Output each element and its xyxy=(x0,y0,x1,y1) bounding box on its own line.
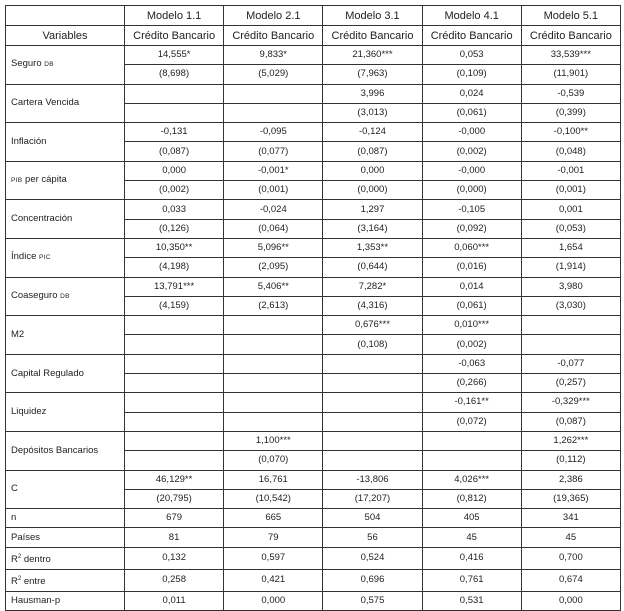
statistic-cell: 0,575 xyxy=(323,592,422,611)
standard-error-cell xyxy=(224,374,323,393)
variable-label xyxy=(6,161,125,200)
statistic-label-rest: dentro xyxy=(21,553,51,565)
dependent-variable-header: Crédito Bancario xyxy=(323,26,422,46)
variable-label xyxy=(6,470,125,509)
standard-error-cell: (8,698) xyxy=(125,65,224,84)
standard-error-cell: (0,087) xyxy=(521,412,620,431)
standard-error-cell: (2,613) xyxy=(224,296,323,315)
standard-error-cell: (3,030) xyxy=(521,296,620,315)
coefficient-row xyxy=(6,84,621,103)
coefficient-cell xyxy=(224,354,323,373)
statistic-label-text: Países xyxy=(11,531,41,543)
standard-error-cell: (0,087) xyxy=(125,142,224,161)
coefficient-row xyxy=(6,200,621,219)
coefficient-row xyxy=(6,316,621,335)
coefficient-cell: -0,001 xyxy=(521,161,620,180)
standard-error-cell: (4,316) xyxy=(323,296,422,315)
coefficient-cell: 16,761 xyxy=(224,470,323,489)
statistic-label-text: R xyxy=(11,553,18,565)
standard-error-cell xyxy=(125,451,224,470)
standard-error-cell: (0,048) xyxy=(521,142,620,161)
standard-error-cell xyxy=(125,412,224,431)
coefficient-cell: 1,654 xyxy=(521,238,620,257)
variable-label-text: Índice xyxy=(11,251,37,263)
statistic-cell: 0,700 xyxy=(521,547,620,569)
statistic-label xyxy=(6,547,125,569)
standard-error-cell: (0,399) xyxy=(521,103,620,122)
standard-error-cell xyxy=(224,412,323,431)
coefficient-cell xyxy=(125,84,224,103)
standard-error-cell: (0,064) xyxy=(224,219,323,238)
coefficient-cell: -0,124 xyxy=(323,123,422,142)
standard-error-cell: (0,108) xyxy=(323,335,422,354)
standard-error-cell: (4,159) xyxy=(125,296,224,315)
variable-label xyxy=(6,277,125,316)
statistic-cell: 0,597 xyxy=(224,547,323,569)
coefficient-cell: 33,539*** xyxy=(521,46,620,65)
coefficient-cell xyxy=(323,431,422,450)
standard-error-cell: (0,016) xyxy=(422,258,521,277)
coefficient-cell: 9,833* xyxy=(224,46,323,65)
statistic-row xyxy=(6,547,621,569)
statistic-cell: 504 xyxy=(323,509,422,528)
coefficient-row xyxy=(6,238,621,257)
statistic-cell: 81 xyxy=(125,528,224,547)
variable-label-text: Seguro xyxy=(11,58,42,70)
statistic-row xyxy=(6,569,621,591)
coefficient-cell: 2,386 xyxy=(521,470,620,489)
statistic-cell: 0,011 xyxy=(125,592,224,611)
model-header: Modelo 5.1 xyxy=(521,6,620,26)
coefficient-cell xyxy=(125,316,224,335)
coefficient-cell xyxy=(224,84,323,103)
statistic-label-text: R xyxy=(11,576,18,588)
coefficient-row xyxy=(6,123,621,142)
coefficient-cell: 13,791*** xyxy=(125,277,224,296)
variable-label-text: Inflación xyxy=(11,135,47,147)
statistic-label-rest: entre xyxy=(21,576,46,588)
standard-error-cell: (0,092) xyxy=(422,219,521,238)
coefficient-row xyxy=(6,470,621,489)
variable-label xyxy=(6,123,125,162)
standard-error-cell: (0,644) xyxy=(323,258,422,277)
coefficient-cell: 1,262*** xyxy=(521,431,620,450)
coefficient-cell: 0,060*** xyxy=(422,238,521,257)
coefficient-cell: 46,129** xyxy=(125,470,224,489)
variable-label xyxy=(6,46,125,85)
variable-label-text: Depósitos Bancarios xyxy=(11,444,99,456)
statistic-cell: 0,000 xyxy=(224,592,323,611)
standard-error-cell: (2,095) xyxy=(224,258,323,277)
statistic-label-text: n xyxy=(11,512,17,524)
coefficient-cell: 5,096** xyxy=(224,238,323,257)
statistic-cell: 79 xyxy=(224,528,323,547)
table-body xyxy=(6,46,621,611)
model-header: Modelo 3.1 xyxy=(323,6,422,26)
standard-error-cell: (0,002) xyxy=(422,142,521,161)
standard-error-cell xyxy=(125,103,224,122)
statistic-cell: 0,416 xyxy=(422,547,521,569)
statistic-label-text: Hausman-p xyxy=(11,595,61,607)
superscript: 2 xyxy=(17,575,22,582)
coefficient-cell: -0,100** xyxy=(521,123,620,142)
statistic-cell: 341 xyxy=(521,509,620,528)
dependent-variable-header: Crédito Bancario xyxy=(422,26,521,46)
coefficient-cell: 4,026*** xyxy=(422,470,521,489)
statistic-label xyxy=(6,509,125,528)
corner-cell xyxy=(6,6,125,26)
model-header: Modelo 1.1 xyxy=(125,6,224,26)
coefficient-row xyxy=(6,161,621,180)
dependent-variable-header: Crédito Bancario xyxy=(521,26,620,46)
standard-error-cell: (0,002) xyxy=(422,335,521,354)
coefficient-cell: 0,033 xyxy=(125,200,224,219)
variable-label xyxy=(6,354,125,393)
statistic-cell: 0,258 xyxy=(125,569,224,591)
regression-results-table xyxy=(5,5,621,611)
variable-label-text: Capital Regulado xyxy=(11,367,84,379)
standard-error-cell: (0,001) xyxy=(224,181,323,200)
coefficient-row xyxy=(6,393,621,412)
coefficient-row xyxy=(6,277,621,296)
standard-error-cell: (0,072) xyxy=(422,412,521,431)
statistic-label xyxy=(6,528,125,547)
dependent-variable-header: Crédito Bancario xyxy=(125,26,224,46)
coefficient-cell: 1,297 xyxy=(323,200,422,219)
variable-label xyxy=(6,431,125,470)
statistic-cell: 679 xyxy=(125,509,224,528)
statistic-cell: 45 xyxy=(422,528,521,547)
standard-error-cell: (19,365) xyxy=(521,489,620,508)
standard-error-cell: (10,542) xyxy=(224,489,323,508)
standard-error-cell: (11,901) xyxy=(521,65,620,84)
statistic-cell: 0,761 xyxy=(422,569,521,591)
model-header: Modelo 2.1 xyxy=(224,6,323,26)
statistic-cell: 56 xyxy=(323,528,422,547)
coefficient-cell: -13,806 xyxy=(323,470,422,489)
coefficient-cell: -0,105 xyxy=(422,200,521,219)
variable-label-suffix: PIC xyxy=(39,254,51,262)
coefficient-cell: -0,001* xyxy=(224,161,323,180)
coefficient-cell: 3,996 xyxy=(323,84,422,103)
coefficient-cell: 7,282* xyxy=(323,277,422,296)
standard-error-cell: (0,109) xyxy=(422,65,521,84)
coefficient-cell: 0,000 xyxy=(323,161,422,180)
statistic-cell: 0,524 xyxy=(323,547,422,569)
coefficient-cell: 3,980 xyxy=(521,277,620,296)
standard-error-cell: (0,812) xyxy=(422,489,521,508)
coefficient-cell: 0,024 xyxy=(422,84,521,103)
statistic-label xyxy=(6,569,125,591)
dependent-variable-header: Crédito Bancario xyxy=(224,26,323,46)
standard-error-cell xyxy=(125,335,224,354)
coefficient-cell: -0,131 xyxy=(125,123,224,142)
coefficient-cell: 0,676*** xyxy=(323,316,422,335)
coefficient-cell: -0,000 xyxy=(422,123,521,142)
coefficient-cell: -0,000 xyxy=(422,161,521,180)
variable-label-suffix: DB xyxy=(60,292,70,300)
variable-label-prefix: PIB xyxy=(11,177,23,185)
statistic-cell: 0,531 xyxy=(422,592,521,611)
statistic-row xyxy=(6,592,621,611)
coefficient-cell: 0,001 xyxy=(521,200,620,219)
coefficient-cell xyxy=(521,316,620,335)
standard-error-cell xyxy=(224,103,323,122)
variable-label-text: Cartera Vencida xyxy=(11,97,80,109)
standard-error-cell xyxy=(125,374,224,393)
variable-label xyxy=(6,200,125,239)
statistic-cell: 0,696 xyxy=(323,569,422,591)
coefficient-cell xyxy=(323,354,422,373)
standard-error-cell: (3,164) xyxy=(323,219,422,238)
variable-label-text: C xyxy=(11,483,18,495)
standard-error-cell: (0,001) xyxy=(521,181,620,200)
coefficient-row xyxy=(6,354,621,373)
superscript: 2 xyxy=(17,553,22,560)
standard-error-cell: (0,266) xyxy=(422,374,521,393)
variable-label-text: Coaseguro xyxy=(11,289,58,301)
standard-error-cell: (7,963) xyxy=(323,65,422,84)
coefficient-cell: -0,024 xyxy=(224,200,323,219)
model-header: Modelo 4.1 xyxy=(422,6,521,26)
statistic-cell: 0,421 xyxy=(224,569,323,591)
standard-error-cell: (20,795) xyxy=(125,489,224,508)
coefficient-cell: 14,555* xyxy=(125,46,224,65)
standard-error-cell xyxy=(323,451,422,470)
variable-label xyxy=(6,84,125,123)
dependent-header-row xyxy=(6,26,621,46)
standard-error-cell: (0,257) xyxy=(521,374,620,393)
standard-error-cell: (17,207) xyxy=(323,489,422,508)
statistic-cell: 0,000 xyxy=(521,592,620,611)
coefficient-cell xyxy=(224,316,323,335)
variable-label-text: M2 xyxy=(11,328,25,340)
statistic-cell: 0,132 xyxy=(125,547,224,569)
coefficient-cell: 1,100*** xyxy=(224,431,323,450)
standard-error-cell xyxy=(224,335,323,354)
standard-error-cell: (0,053) xyxy=(521,219,620,238)
coefficient-cell: 5,406** xyxy=(224,277,323,296)
statistic-cell: 405 xyxy=(422,509,521,528)
statistic-row xyxy=(6,528,621,547)
statistic-label xyxy=(6,592,125,611)
statistic-cell: 0,674 xyxy=(521,569,620,591)
standard-error-cell: (1,914) xyxy=(521,258,620,277)
coefficient-cell xyxy=(323,393,422,412)
standard-error-cell: (0,000) xyxy=(422,181,521,200)
standard-error-cell: (0,070) xyxy=(224,451,323,470)
standard-error-cell: (0,077) xyxy=(224,142,323,161)
coefficient-cell: 1,353** xyxy=(323,238,422,257)
coefficient-cell: -0,329*** xyxy=(521,393,620,412)
standard-error-cell xyxy=(422,451,521,470)
standard-error-cell xyxy=(323,374,422,393)
coefficient-cell: -0,539 xyxy=(521,84,620,103)
coefficient-row xyxy=(6,46,621,65)
coefficient-cell: 0,014 xyxy=(422,277,521,296)
standard-error-cell: (4,198) xyxy=(125,258,224,277)
standard-error-cell: (0,000) xyxy=(323,181,422,200)
statistic-row xyxy=(6,509,621,528)
variable-label-text: Concentración xyxy=(11,213,73,225)
model-header-row xyxy=(6,6,621,26)
variable-label xyxy=(6,316,125,355)
variables-header: Variables xyxy=(6,26,125,46)
coefficient-cell xyxy=(125,393,224,412)
standard-error-cell: (5,029) xyxy=(224,65,323,84)
coefficient-cell: -0,077 xyxy=(521,354,620,373)
coefficient-row xyxy=(6,431,621,450)
coefficient-cell: 0,053 xyxy=(422,46,521,65)
coefficient-cell: 21,360*** xyxy=(323,46,422,65)
standard-error-cell xyxy=(323,412,422,431)
coefficient-cell: -0,161** xyxy=(422,393,521,412)
coefficient-cell xyxy=(422,431,521,450)
coefficient-cell: 0,010*** xyxy=(422,316,521,335)
standard-error-cell: (0,061) xyxy=(422,296,521,315)
variable-label xyxy=(6,393,125,432)
coefficient-cell xyxy=(125,354,224,373)
variable-label-text: per cápita xyxy=(25,174,67,186)
statistic-cell: 45 xyxy=(521,528,620,547)
standard-error-cell: (0,087) xyxy=(323,142,422,161)
variable-label xyxy=(6,238,125,277)
coefficient-cell: 10,350** xyxy=(125,238,224,257)
standard-error-cell: (0,061) xyxy=(422,103,521,122)
standard-error-cell: (0,126) xyxy=(125,219,224,238)
coefficient-cell xyxy=(125,431,224,450)
variable-label-text: Liquidez xyxy=(11,406,47,418)
statistic-cell: 665 xyxy=(224,509,323,528)
coefficient-cell: -0,063 xyxy=(422,354,521,373)
coefficient-cell: -0,095 xyxy=(224,123,323,142)
variable-label-suffix: DB xyxy=(44,61,54,69)
standard-error-cell: (0,002) xyxy=(125,181,224,200)
coefficient-cell xyxy=(224,393,323,412)
standard-error-cell: (3,013) xyxy=(323,103,422,122)
standard-error-cell: (0,112) xyxy=(521,451,620,470)
standard-error-cell xyxy=(521,335,620,354)
coefficient-cell: 0,000 xyxy=(125,161,224,180)
